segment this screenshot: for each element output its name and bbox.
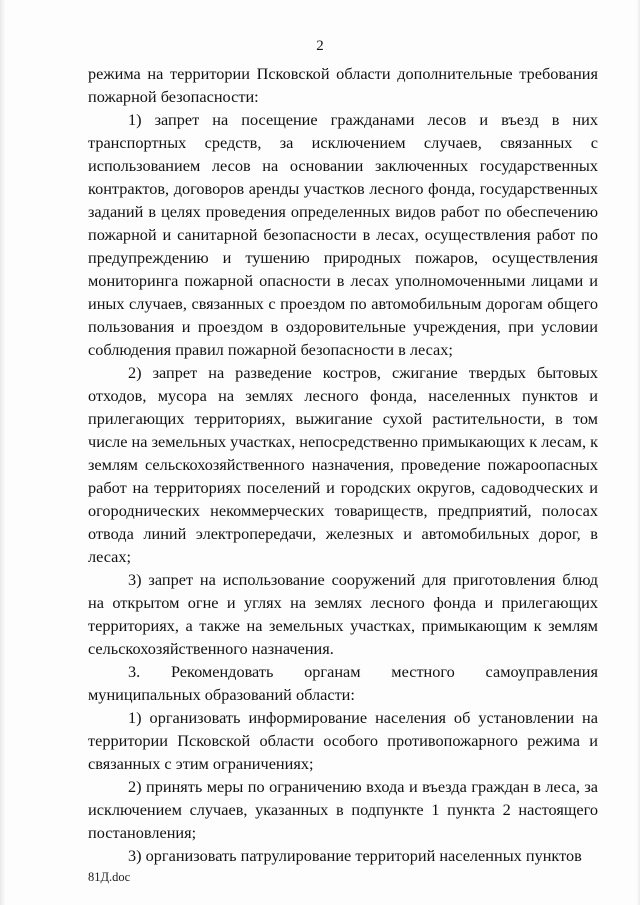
scan-edge-left (0, 0, 6, 905)
paragraph-item-3-ban-open-fire-cooking: 3) запрет на использование сооружений для приготовления блюд на открытом огне и углях на землях лесного фонда и прилегающих территориях, а также на земельных участках, примыкающим к землям сельскохозяйственного назначения. (88, 570, 598, 658)
paragraph-item-3-patrol: 3) организовать патрулирование территорий населенных пунктов (128, 846, 582, 865)
page-number: 2 (316, 38, 324, 54)
paragraph-section-3-recommend: 3. Рекомендовать органам местного самоуправления муниципальных образований области: (88, 662, 598, 704)
scan-edge-right (636, 0, 640, 905)
paragraph-continuation: режима на территории Псковской области дополнительные требования пожарной безопасности: (88, 64, 598, 106)
footer-file-name: 81Д.doc (88, 870, 131, 884)
paragraph-item-1-inform-population: 1) организовать информирование населения об установлении на территории Псковской области особого противопожарного режима и связанных с этим ограничениях; (88, 708, 598, 773)
paragraph-item-2-ban-fires: 2) запрет на разведение костров, сжигание твердых бытовых отходов, мусора на землях лесного фонда, населенных пунктов и прилегающих территориях, выжигание сухой растительности, в том числе на земельных участках, непосредственно примыкающих к лесам, к землям сельскохозяйственного назначения, проведение пожароопасных работ на территориях поселений и городских округов, садоводческих и огороднических некоммерческих товариществ, предприятий, полосах отвода линий электропередачи, железных и автомобильных дорог, в лесах; (88, 363, 598, 566)
paragraph-item-1-ban-forest-visits: 1) запрет на посещение гражданами лесов и въезд в них транспортных средств, за исключением случаев, связанных с использованием лесов на основании заключенных государственных контрактов, договоров аренды участков лесного фонда, государственных заданий в целях проведения определенных видов работ по обеспечению пожарной и санитарной безопасности в лесах, осуществления работ по предупреждению и тушению природных пожаров, осуществления мониторинга пожарной опасности в лесах уполномоченными лицами и иных случаев, связанных с проездом по автомобильным дорогам общего пользования и проездом в оздоровительные учреждения, при условии соблюдения правил пожарной безопасности в лесах; (88, 110, 598, 359)
document-body (88, 62, 598, 867)
paragraph-item-2-restrict-entry: 2) принять меры по ограничению входа и въезда граждан в леса, за исключением случаев, указанных в подпункте 1 пункта 2 настоящего постановления; (88, 777, 598, 842)
